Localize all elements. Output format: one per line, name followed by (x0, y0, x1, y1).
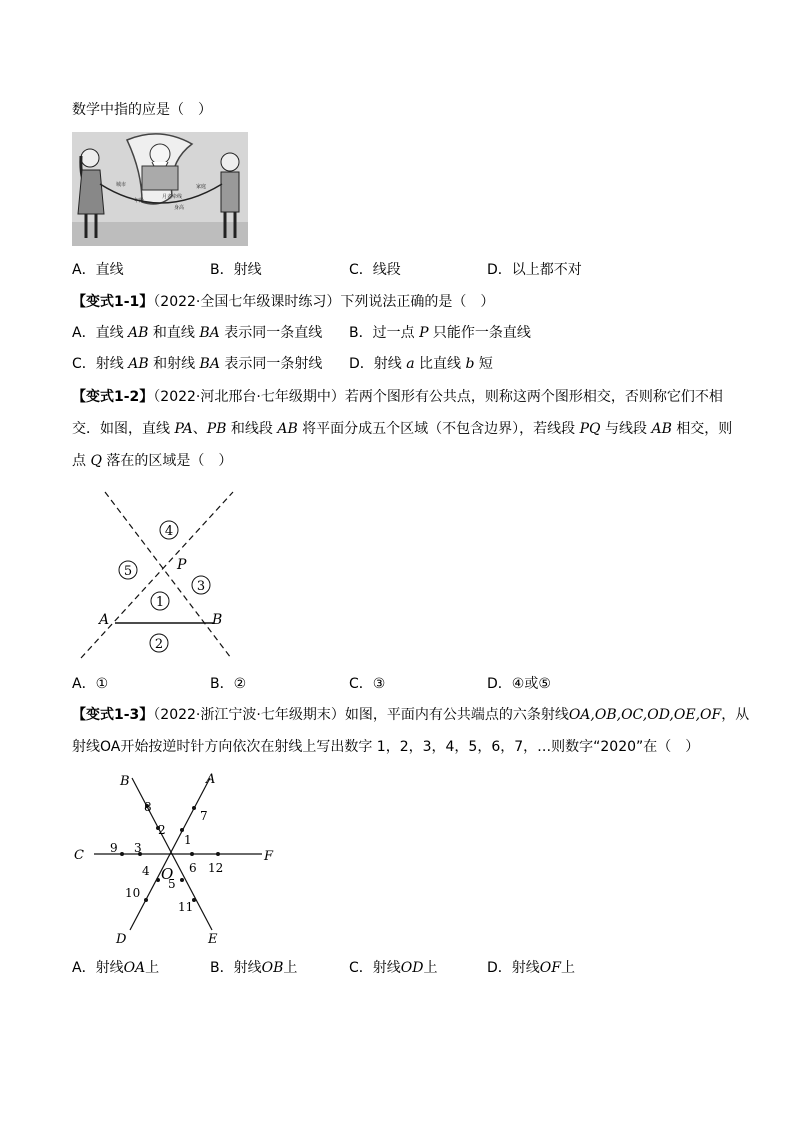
ray-d-label: D (116, 932, 127, 947)
label-age: 年龄 (134, 198, 145, 204)
ray-a-label: A (206, 772, 216, 787)
region-5 (119, 561, 137, 579)
q1-source: （2022·全国七年级课时练习） (153, 294, 341, 310)
q0-option-b[interactable]: B．射线 (210, 262, 262, 278)
q3-option-c[interactable]: C．射线OD上 (349, 960, 438, 976)
region-2 (150, 634, 168, 652)
q1-tag: 【变式1-1】 (72, 294, 154, 310)
label-matchmaker: 月老牵线 (162, 194, 183, 200)
q3-option-d[interactable]: D．射线OF上 (487, 960, 575, 976)
q3-figure (72, 766, 282, 948)
label-city: 城市 (116, 182, 127, 188)
svg-text:11: 11 (178, 900, 194, 914)
q0-option-c[interactable]: C．线段 (349, 262, 401, 278)
line-pa (81, 492, 233, 658)
svg-text:5: 5 (168, 877, 176, 891)
ray-e-label: E (208, 932, 218, 947)
svg-text:12: 12 (208, 861, 224, 875)
svg-text:9: 9 (110, 841, 118, 855)
q1-option-b[interactable]: B．过一点 P 只能作一条直线 (349, 325, 531, 341)
origin-o-label: O (161, 865, 174, 883)
svg-text:6: 6 (189, 861, 197, 875)
q2-option-a[interactable]: A．① (72, 676, 109, 692)
svg-text:3: 3 (134, 841, 142, 855)
q1-option-a[interactable]: A．直线 AB 和直线 BA 表示同一条直线 (72, 325, 323, 341)
q0-stem: 数学中指的应是（ ） (72, 102, 212, 118)
q1-option-d[interactable]: D．射线 a 比直线 b 短 (349, 356, 493, 372)
q3-tag: 【变式1-3】 (72, 707, 154, 723)
region-1 (151, 592, 169, 610)
region-3 (192, 576, 210, 594)
ray-c-label: C (74, 848, 84, 863)
q1-stem: 下列说法正确的是（ ） (340, 294, 495, 310)
point-b-label: B (212, 612, 223, 628)
svg-text:7: 7 (200, 809, 208, 823)
q1-option-c[interactable]: C．射线 AB 和射线 BA 表示同一条射线 (72, 356, 323, 372)
q2-figure (75, 488, 240, 663)
label-family: 家庭 (196, 184, 207, 190)
svg-text:3: 3 (196, 579, 206, 594)
svg-text:1: 1 (155, 595, 165, 610)
svg-text:2: 2 (158, 823, 166, 837)
q3-source: （2022·浙江宁波·七年级期末） (153, 707, 345, 723)
q0-option-a[interactable]: A．直线 (72, 262, 124, 278)
q3-option-a[interactable]: A．射线OA上 (72, 960, 160, 976)
matchmaker-illustration (72, 132, 248, 246)
svg-text:1: 1 (184, 833, 192, 847)
region-4 (160, 521, 178, 539)
point-a-label: A (99, 612, 110, 628)
ray-b-label: B (120, 774, 130, 789)
label-height: 身高 (174, 205, 185, 211)
svg-text:2: 2 (154, 637, 164, 652)
q2-stem-line-2: 交．如图，直线 PA、PB 和线段 AB 将平面分成五个区域（不包含边界），若线段 PQ 与线段 AB 相交，则 (72, 421, 733, 437)
q2-tag: 【变式1-2】 (72, 389, 154, 405)
q2-option-c[interactable]: C．③ (349, 676, 386, 692)
q0-option-d[interactable]: D．以上都不对 (487, 262, 582, 278)
svg-text:4: 4 (142, 864, 150, 878)
q1-stem-line (72, 292, 494, 312)
q3-stem-line-2: 射线OA开始按逆时针方向依次在射线上写出数字 1，2，3，4，5，6，7，…则数字“2020”在（ ） (72, 739, 700, 755)
q2-option-b[interactable]: B．② (210, 676, 247, 692)
svg-text:5: 5 (123, 564, 133, 579)
q3-option-b[interactable]: B．射线OB上 (210, 960, 298, 976)
q2-stem-line-1: 【变式1-2】（2022·河北邢台·七年级期中）若两个图形有公共点，则称这两个图形相交，否则称它们不相 (72, 389, 723, 405)
q2-source: （2022·河北邢台·七年级期中） (153, 389, 345, 405)
ray-f-label: F (264, 849, 274, 864)
q2-option-d[interactable]: D．④或⑤ (487, 676, 551, 692)
q3-stem-line-1: 【变式1-3】（2022·浙江宁波·七年级期末）如图，平面内有公共端点的六条射线OA,OB,OC,OD,OE,OF，从 (72, 707, 750, 723)
svg-text:10: 10 (125, 886, 141, 900)
svg-text:8: 8 (144, 800, 152, 814)
q2-stem-line-3: 点 Q 落在的区域是（ ） (72, 453, 233, 469)
point-p-label: P (177, 557, 187, 573)
svg-text:4: 4 (164, 524, 174, 539)
